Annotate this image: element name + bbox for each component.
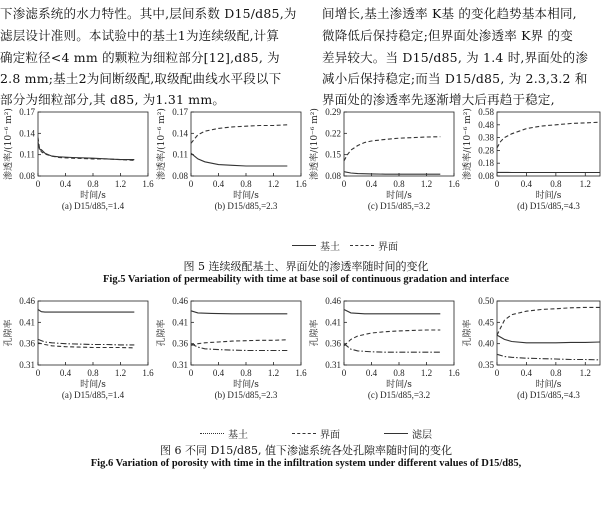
x-tick-label: 0.8 xyxy=(87,368,99,378)
y-tick-label: 0.31 xyxy=(19,360,35,370)
fig5-chart-d xyxy=(459,108,612,233)
legend6-interface-label: 界面 xyxy=(320,430,340,441)
legend-solid-swatch xyxy=(292,245,316,246)
x-tick-label: 1.2 xyxy=(420,179,433,189)
series-line-dash xyxy=(497,307,600,335)
legend-dashdot-swatch xyxy=(200,433,224,434)
fig6-caption-en: Fig.6 Variation of porosity with time in the infiltration system under different values of D15/d85, xyxy=(90,458,522,469)
x-tick-label: 0.4 xyxy=(59,179,72,189)
x-tick-label: 0 xyxy=(188,179,194,189)
series-line-dash xyxy=(344,330,440,346)
x-tick-label: 0.4 xyxy=(212,368,225,378)
body-text-left-4: 2.8 mm;基土2为间断级配,取级配曲线水平段以下 xyxy=(0,71,282,86)
series-line-solid xyxy=(344,172,440,175)
body-text-left-2: 滤层设计准则。本试验中的基土1为连续级配,计算 xyxy=(0,28,280,43)
y-tick-label: 0.11 xyxy=(19,149,35,160)
x-axis-label: 时间/s xyxy=(535,191,562,201)
fig5-caption-zh: 图 5 连续级配基土、界面处的渗透率随时间的变化 xyxy=(183,260,429,273)
body-text-right-4: 减小后保持稳定;而当 D15/d85, 为 2.3,3.2 和 xyxy=(322,71,588,86)
y-tick-label: 0.15 xyxy=(325,149,341,160)
y-tick-label: 0.17 xyxy=(172,107,188,117)
x-tick-label: 0 xyxy=(35,368,41,378)
plot-frame xyxy=(191,301,301,365)
subplot-label: (a) D15/d85,=1.4 xyxy=(61,390,125,400)
x-tick-label: 0 xyxy=(341,368,347,378)
fig6-chart-a xyxy=(0,297,160,422)
legend6-dash-swatch xyxy=(292,433,316,434)
legend-dash-swatch xyxy=(350,245,374,246)
y-tick-label: 0.46 xyxy=(172,296,188,306)
series-line-solid xyxy=(191,153,287,166)
x-axis-label: 时间/s xyxy=(386,380,412,390)
legend6-base-label: 基土 xyxy=(228,430,248,441)
y-tick-label: 0.38 xyxy=(478,132,494,143)
x-tick-label: 1.2 xyxy=(420,368,433,378)
fig6-chart-b xyxy=(153,297,313,422)
x-tick-label: 0 xyxy=(35,179,41,189)
y-tick-label: 0.41 xyxy=(19,317,35,328)
y-tick-label: 0.31 xyxy=(325,360,341,370)
x-tick-label: 0 xyxy=(188,368,194,378)
series-line-solid xyxy=(38,310,134,313)
y-tick-label: 0.11 xyxy=(172,149,188,160)
plot-frame xyxy=(38,112,148,176)
y-tick-label: 0.50 xyxy=(478,296,494,306)
x-axis-label: 时间/s xyxy=(233,191,259,201)
y-axis-label: 渗透率/(10⁻⁶ m²) xyxy=(157,108,167,180)
series-line-dash xyxy=(38,138,134,161)
y-axis-label: 孔隙率 xyxy=(463,319,473,347)
y-axis-label: 渗透率/(10⁻⁶ m²) xyxy=(4,108,14,180)
y-tick-label: 0.31 xyxy=(172,360,188,370)
fig6-chart-d xyxy=(459,297,612,422)
y-axis-label: 孔隙率 xyxy=(4,319,14,347)
body-text-left-3: 确定粒径<4 mm 的颗粒为细粒部分[12],d85, 为 xyxy=(0,50,280,65)
y-tick-label: 0.45 xyxy=(478,317,494,328)
x-tick-label: 0 xyxy=(494,368,500,378)
y-tick-label: 0.08 xyxy=(172,171,188,181)
x-tick-label: 1.2 xyxy=(579,179,591,189)
fig5-chart-b xyxy=(153,108,313,233)
y-tick-label: 0.08 xyxy=(19,171,35,181)
x-tick-label: 1.6 xyxy=(295,179,307,189)
plot-frame xyxy=(344,112,454,176)
x-tick-label: 1.6 xyxy=(142,179,154,189)
subplot-label: (c) D15/d85,=3.2 xyxy=(367,390,431,400)
fig5-caption-en: Fig.5 Variation of permeability with time at base soil of continuous gradation and interface xyxy=(103,274,509,285)
x-tick-label: 0.8 xyxy=(550,179,562,189)
legend6-filter-label: 滤层 xyxy=(412,430,432,441)
x-tick-label: 1.2 xyxy=(267,179,280,189)
fig5-legend xyxy=(292,238,398,253)
body-text-left-5: 部分为细粒部分,其 d85, 为1.31 mm。 xyxy=(0,92,226,107)
x-tick-label: 0.4 xyxy=(520,368,533,378)
y-tick-label: 0.46 xyxy=(325,296,341,306)
series-line-solid xyxy=(191,311,287,314)
y-tick-label: 0.36 xyxy=(172,338,188,349)
x-tick-label: 0.4 xyxy=(520,179,533,189)
legend-base-label: 基土 xyxy=(320,242,340,253)
x-tick-label: 0.8 xyxy=(87,179,99,189)
x-tick-label: 0.4 xyxy=(212,179,225,189)
series-line-dashdot xyxy=(191,344,287,351)
fig6-legend xyxy=(200,426,432,441)
fig5-chart-c xyxy=(306,108,466,233)
y-tick-label: 0.40 xyxy=(478,338,494,349)
y-tick-label: 0.08 xyxy=(325,171,341,181)
series-line-dashdot xyxy=(38,339,134,345)
body-text-right-5: 界面处的渗透率先逐渐增大后再趋于稳定, xyxy=(322,92,555,107)
subplot-label: (b) D15/d85,=2.3 xyxy=(214,390,278,400)
x-tick-label: 0.8 xyxy=(393,179,405,189)
y-tick-label: 0.22 xyxy=(325,128,341,139)
subplot-label: (c) D15/d85,=3.2 xyxy=(367,201,431,211)
x-axis-label: 时间/s xyxy=(80,380,106,390)
body-text-right-1: 间增长,基土渗透率 K基 的变化趋势基本相同, xyxy=(322,6,577,21)
x-tick-label: 0.8 xyxy=(240,368,252,378)
y-axis-label: 孔隙率 xyxy=(310,319,320,347)
x-axis-label: 时间/s xyxy=(233,380,259,390)
body-text-right-3: 差异较大。当 D15/d85, 为 1.4 时,界面处的渗 xyxy=(322,50,589,65)
plot-frame xyxy=(38,301,148,365)
fig6-caption-zh: 图 6 不同 D15/d85, 值下渗滤系统各处孔隙率随时间的变化 xyxy=(159,444,453,457)
x-tick-label: 1.6 xyxy=(448,179,460,189)
y-tick-label: 0.41 xyxy=(325,317,341,328)
plot-frame xyxy=(497,301,600,365)
x-tick-label: 1.6 xyxy=(448,368,460,378)
subplot-label: (a) D15/d85,=1.4 xyxy=(61,201,125,211)
x-tick-label: 0.4 xyxy=(59,368,72,378)
y-tick-label: 0.29 xyxy=(325,107,341,117)
series-line-dashdot xyxy=(344,344,440,353)
x-tick-label: 0 xyxy=(494,179,500,189)
body-text-right-2: 微降低后保持稳定;但界面处渗透率 K界 的变 xyxy=(322,28,573,43)
y-tick-label: 0.17 xyxy=(19,107,35,117)
series-line-solid xyxy=(38,142,134,160)
series-line-dash xyxy=(497,122,600,148)
x-tick-label: 1.6 xyxy=(142,368,154,378)
subplot-label: (b) D15/d85,=2.3 xyxy=(214,201,278,211)
y-tick-label: 0.14 xyxy=(19,128,35,139)
y-axis-label: 渗透率/(10⁻⁶ m²) xyxy=(463,108,473,180)
fig6-chart-c xyxy=(306,297,466,422)
subplot-label: (d) D15/d85,=4.3 xyxy=(517,201,580,211)
series-line-dash xyxy=(191,125,287,144)
x-tick-label: 0.4 xyxy=(365,179,378,189)
y-tick-label: 0.35 xyxy=(478,360,494,370)
y-tick-label: 0.41 xyxy=(172,317,188,328)
x-tick-label: 1.2 xyxy=(267,368,280,378)
y-tick-label: 0.36 xyxy=(19,338,35,349)
legend6-solid-swatch xyxy=(384,433,408,434)
series-line-dash xyxy=(344,137,440,161)
x-tick-label: 0.8 xyxy=(550,368,562,378)
x-tick-label: 0 xyxy=(341,179,347,189)
x-tick-label: 1.6 xyxy=(295,368,307,378)
x-axis-label: 时间/s xyxy=(386,191,412,201)
x-tick-label: 0.4 xyxy=(365,368,378,378)
y-axis-label: 孔隙率 xyxy=(157,319,167,347)
y-tick-label: 0.08 xyxy=(478,171,494,181)
x-tick-label: 0.8 xyxy=(393,368,405,378)
x-axis-label: 时间/s xyxy=(80,191,106,201)
series-line-dash xyxy=(191,340,287,346)
series-line-solid xyxy=(344,310,440,314)
y-tick-label: 0.46 xyxy=(19,296,35,306)
x-tick-label: 1.2 xyxy=(114,368,127,378)
subplot-label: (d) D15/d85,=4.3 xyxy=(517,390,580,400)
legend-interface-label: 界面 xyxy=(378,242,398,253)
plot-frame xyxy=(497,112,600,176)
x-tick-label: 0.8 xyxy=(240,179,252,189)
y-tick-label: 0.48 xyxy=(478,119,494,130)
x-tick-label: 1.2 xyxy=(114,179,127,189)
body-text-left-1: 下渗滤系统的水力特性。其中,层间系数 D15/d85,为 xyxy=(0,6,297,21)
plot-frame xyxy=(344,301,454,365)
y-tick-label: 0.18 xyxy=(478,158,494,169)
y-axis-label: 渗透率/(10⁻⁶ m²) xyxy=(310,108,320,180)
y-tick-label: 0.14 xyxy=(172,128,188,139)
series-line-dashdot xyxy=(497,354,600,360)
fig5-chart-a xyxy=(0,108,160,233)
y-tick-label: 0.58 xyxy=(478,107,494,117)
x-axis-label: 时间/s xyxy=(535,380,562,390)
y-tick-label: 0.36 xyxy=(325,338,341,349)
y-tick-label: 0.28 xyxy=(478,145,494,156)
x-tick-label: 1.2 xyxy=(579,368,591,378)
series-line-solid xyxy=(497,335,600,343)
